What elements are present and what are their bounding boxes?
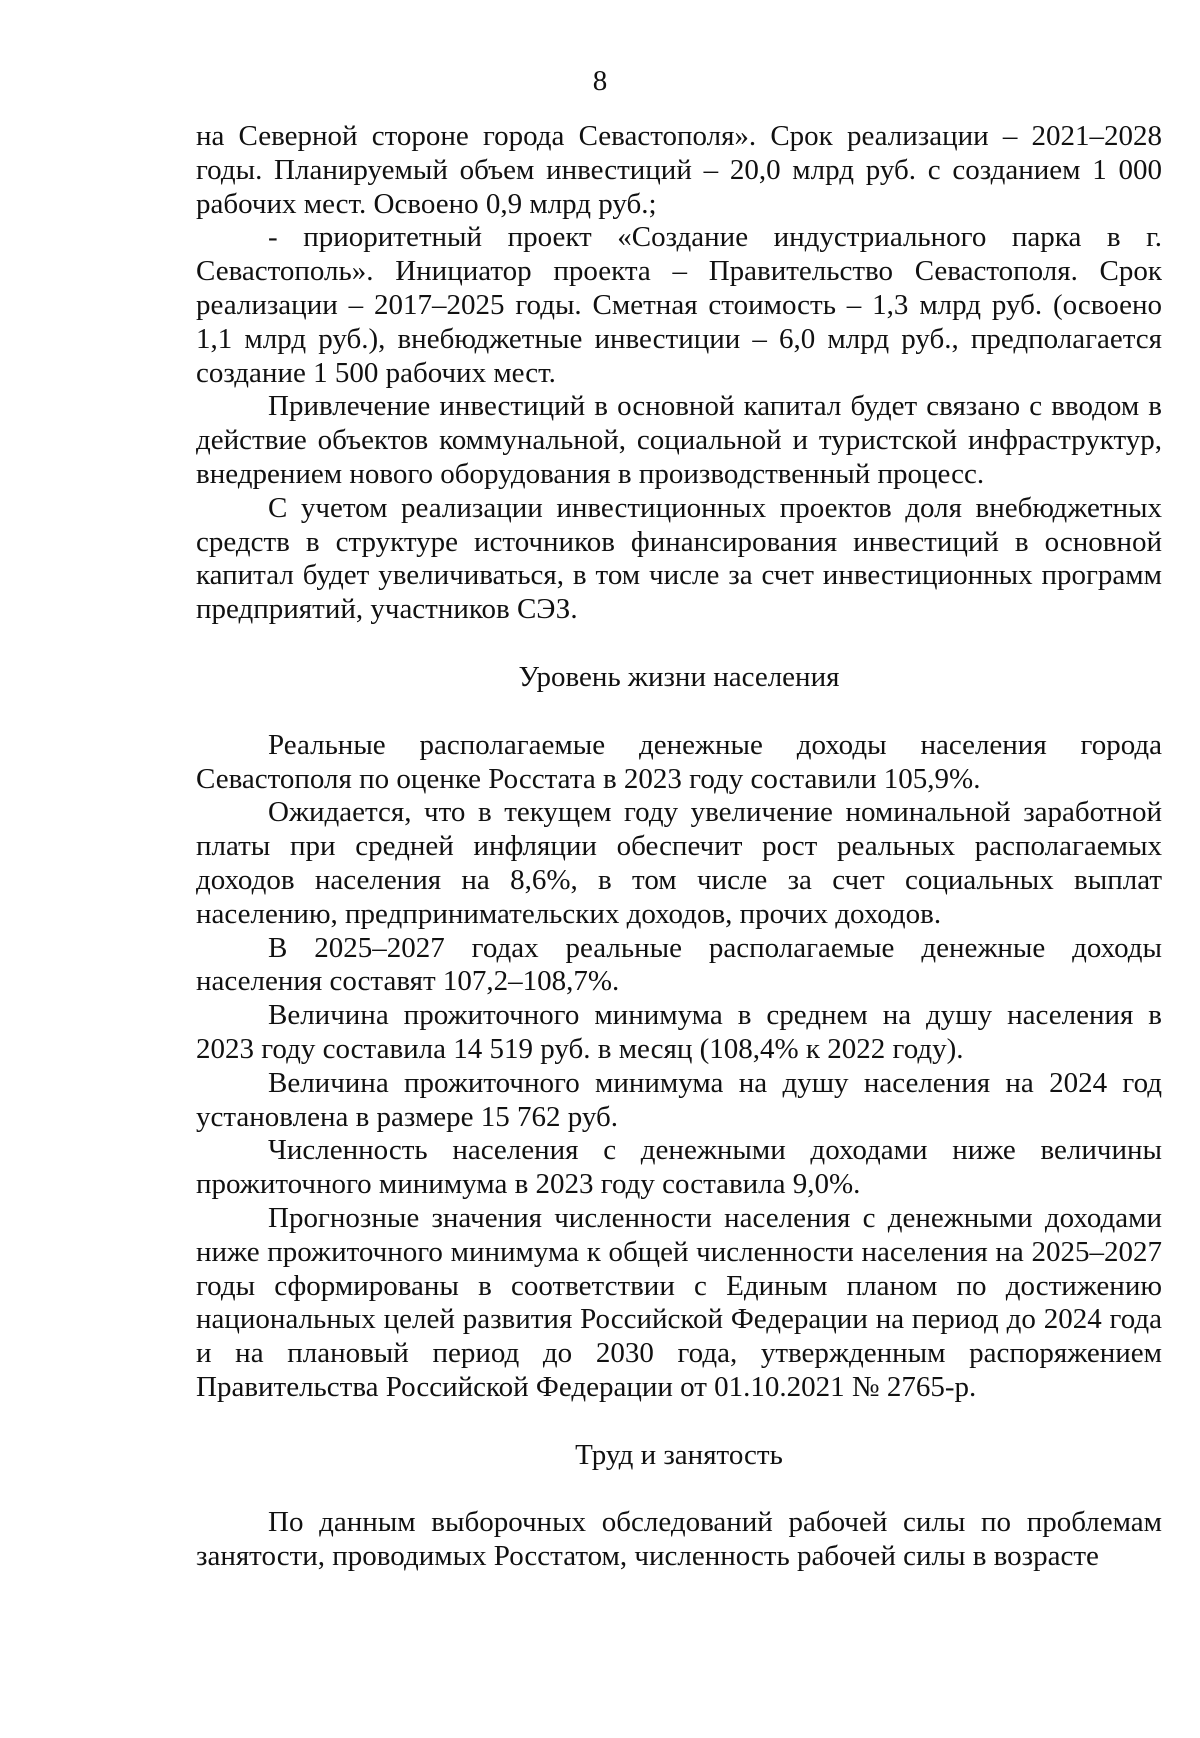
paragraph-sevastopol-north-project: на Северной стороне города Севастополя». Срок реализации – 2021–2028 годы. Планируемый объем инвестиций – 20,0 млрд руб. с созданием 1 000 рабочих мест. Освоено 0,9 млрд руб.; [196, 120, 1162, 220]
paragraph-industrial-park-project: - приоритетный проект «Создание индустриального парка в г. Севастополь». Инициатор проекта – Правительство Севастополя. Срок реализации – 2017–2025 годы. Сметная стоимость – 1,3 млрд руб. (освоено 1,1 млрд руб.), внебюджетные инвестиции – 6,0 млрд руб., предполагается создание 1 500 рабочих мест. [196, 221, 1162, 389]
paragraph-subsistence-minimum-2024: Величина прожиточного минимума на душу населения на 2024 год установлена в размере 15 762 руб. [196, 1066, 1162, 1133]
paragraph-subsistence-minimum-2023: Величина прожиточного минимума в среднем на душу населения в 2023 году составила 14 519 руб. в месяц (108,4% к 2022 году). [196, 999, 1162, 1065]
paragraph-expected-income-growth: Ожидается, что в текущем году увеличение номинальной заработной платы при средней инфляции обеспечит рост реальных располагаемых доходов населения на 8,6%, в том числе за счет социальных выплат населению, предпринимательских доходов, прочих доходов. [196, 796, 1162, 930]
section-heading-living-standards: Уровень жизни населения [518, 660, 840, 693]
document-body [196, 120, 1162, 1574]
paragraph-income-forecast-2025-2027: В 2025–2027 годах реальные располагаемые денежные доходы населения составят 107,2–108,7%. [196, 931, 1162, 998]
paragraph-low-income-population: Численность населения с денежными доходами ниже величины прожиточного минимума в 2023 году составила 9,0%. [196, 1134, 1162, 1201]
paragraph-labor-force-survey: По данным выборочных обследований рабочей силы по проблемам занятости, проводимых Росстатом, численность рабочей силы в возрасте [196, 1506, 1162, 1573]
paragraph-real-income-2023: Реальные располагаемые денежные доходы населения города Севастополя по оценке Росстата в 2023 году составили 105,9%. [196, 728, 1162, 795]
page-number: 8 [592, 65, 608, 97]
paragraph-investment-attraction: Привлечение инвестиций в основной капитал будет связано с вводом в действие объектов коммунальной, социальной и туристской инфраструктур, внедрением нового оборудования в производственный процесс. [196, 390, 1162, 490]
paragraph-low-income-forecast: Прогнозные значения численности населения с денежными доходами ниже прожиточного минимума к общей численности населения на 2025–2027 годы сформированы в соответствии с Единым планом по достижению национальных целей развития Российской Федерации на период до 2024 года и на плановый период до 2030 года, утвержденным распоряжением Правительства Российской Федерации от 01.10.2021 № 2765-р. [196, 1201, 1162, 1403]
paragraph-extrabudgetary-funds: С учетом реализации инвестиционных проектов доля внебюджетных средств в структуре источников финансирования инвестиций в основной капитал будет увеличиваться, в том числе за счет инвестиционных программ предприятий, участников СЭЗ. [196, 491, 1162, 626]
section-heading-labor-employment: Труд и занятость [575, 1438, 783, 1471]
